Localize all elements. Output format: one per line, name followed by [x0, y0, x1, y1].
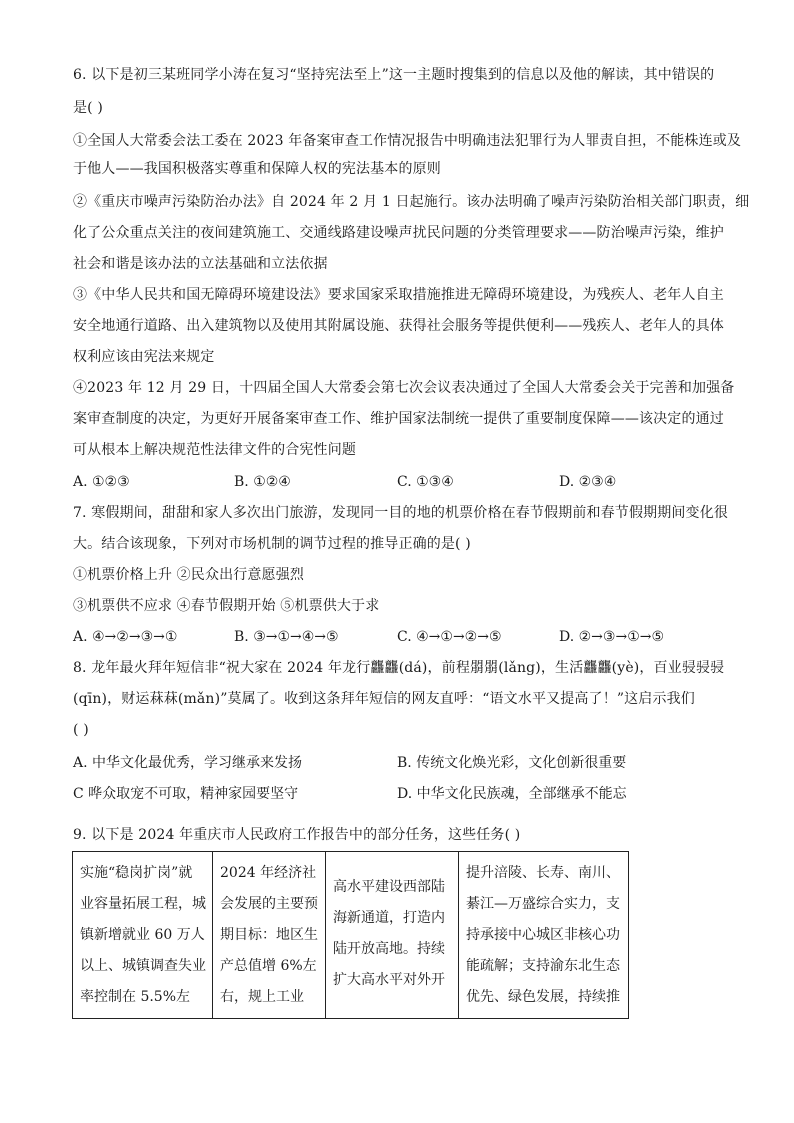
q6-item-2: 社会和谐是该办法的立法基础和立法依据 — [73, 256, 328, 272]
q6-option-d: D. ②③④ — [559, 474, 617, 490]
q6-stem-line: 6. 以下是初三某班同学小涛在复习“坚持宪法至上”这一主题时搜集到的信息以及他的解读，其中错误的 — [73, 67, 715, 83]
q6-item-2: ②《重庆市噪声污染防治办法》自 2024 年 2 月 1 日起施行。该办法明确了噪声污染防治相关部门职责，细 — [73, 194, 750, 210]
q6-stem-line: 是( ) — [73, 100, 103, 116]
q6-item-1: 于他人——我国积极落实尊重和保障人权的宪法基本的原则 — [73, 161, 441, 177]
q8-option-d: D. 中华文化民族魂，全部继承不能忘 — [397, 786, 627, 802]
q7-stem-line: 7. 寒假期间，甜甜和家人多次出门旅游，发现同一目的地的机票价格在春节假期前和春节假期期间变化很 — [73, 505, 729, 521]
q8-option-b: B. 传统文化焕光彩，文化创新很重要 — [397, 755, 627, 771]
q6-item-1: ①全国人大常委会法工委在 2023 年备案审查工作情况报告中明确违法犯罪行为人罪责自担，不能株连或及 — [73, 133, 742, 149]
q7-option-b: B. ③→①→④→⑤ — [234, 629, 339, 645]
q8-option-c: C 哗众取宠不可取，精神家园要坚守 — [73, 786, 299, 802]
q6-item-3: ③《中华人民共和国无障碍环境建设法》要求国家采取措施推进无障碍环境建设，为残疾人、老年人自主 — [73, 287, 724, 303]
q6-option-b: B. ①②④ — [234, 474, 291, 490]
q7-option-a: A. ④→②→③→① — [73, 629, 178, 645]
q8-stem-line: ( ) — [73, 722, 89, 738]
q6-item-3: 权利应该由宪法来规定 — [73, 349, 215, 365]
table-row — [73, 852, 629, 1019]
q7-items: ①机票价格上升 ②民众出行意愿强烈 — [73, 567, 304, 583]
q6-item-2: 化了公众重点关注的夜间建筑施工、交通线路建设噪声扰民问题的分类管理要求——防治噪声污染，维护 — [73, 225, 724, 241]
q7-option-d: D. ②→③→①→⑤ — [559, 629, 665, 645]
table-cell: 2024 年经济社会发展的主要预期目标：地区生产总值增 6%左右，规上工业 — [213, 852, 326, 1019]
q9-stem: 9. 以下是 2024 年重庆市人民政府工作报告中的部分任务，这些任务( ) — [73, 827, 521, 843]
q7-stem-line: 大。结合该现象，下列对市场机制的调节过程的推导正确的是( ) — [73, 536, 471, 552]
q6-item-4: ④2023 年 12 月 29 日，十四届全国人大常委会第七次会议表决通过了全国人大常委会关于完善和加强备 — [73, 380, 735, 396]
q6-option-c: C. ①③④ — [397, 474, 454, 490]
table-cell: 提升涪陵、长寿、南川、綦江—万盛综合实力，支持承接中心城区非核心功能疏解；支持渝东北生态优先、绿色发展，持续推 — [459, 852, 629, 1019]
q8-stem-line: (qīn)，财运菻菻(mǎn)”莫属了。收到这条拜年短信的网友直呼：“语文水平又提高了！”这启示我们 — [73, 691, 695, 707]
q7-option-c: C. ④→①→②→⑤ — [397, 629, 502, 645]
table-cell: 高水平建设西部陆海新通道，打造内陆开放高地。持续扩大高水平对外开 — [326, 852, 459, 1019]
q6-item-4: 案审查制度的决定，为更好开展备案审查工作、维护国家法制统一提供了重要制度保障——该决定的通过 — [73, 411, 724, 427]
q6-option-a: A. ①②③ — [73, 474, 130, 490]
table-cell: 实施“稳岗扩岗”就业容量拓展工程，城镇新增就业 60 万人以上、城镇调查失业率控制在 5.5%左 — [73, 852, 213, 1019]
q7-items: ③机票供不应求 ④春节假期开始 ⑤机票供大于求 — [73, 598, 380, 614]
q6-item-4: 可从根本上解决规范性法律文件的合宪性问题 — [73, 442, 356, 458]
task-table — [72, 851, 629, 1019]
q8-option-a: A. 中华文化最优秀，学习继承来发扬 — [73, 755, 303, 771]
q6-item-3: 安全地通行道路、出入建筑物以及使用其附属设施、获得社会服务等提供便利——残疾人、老年人的具体 — [73, 318, 724, 334]
q8-stem-line: 8. 龙年最火拜年短信非“祝大家在 2024 年龙行龘龘(dá)，前程朤朤(lǎng)，生活龘龘(yè)，百业骎骎骎 — [73, 660, 725, 676]
